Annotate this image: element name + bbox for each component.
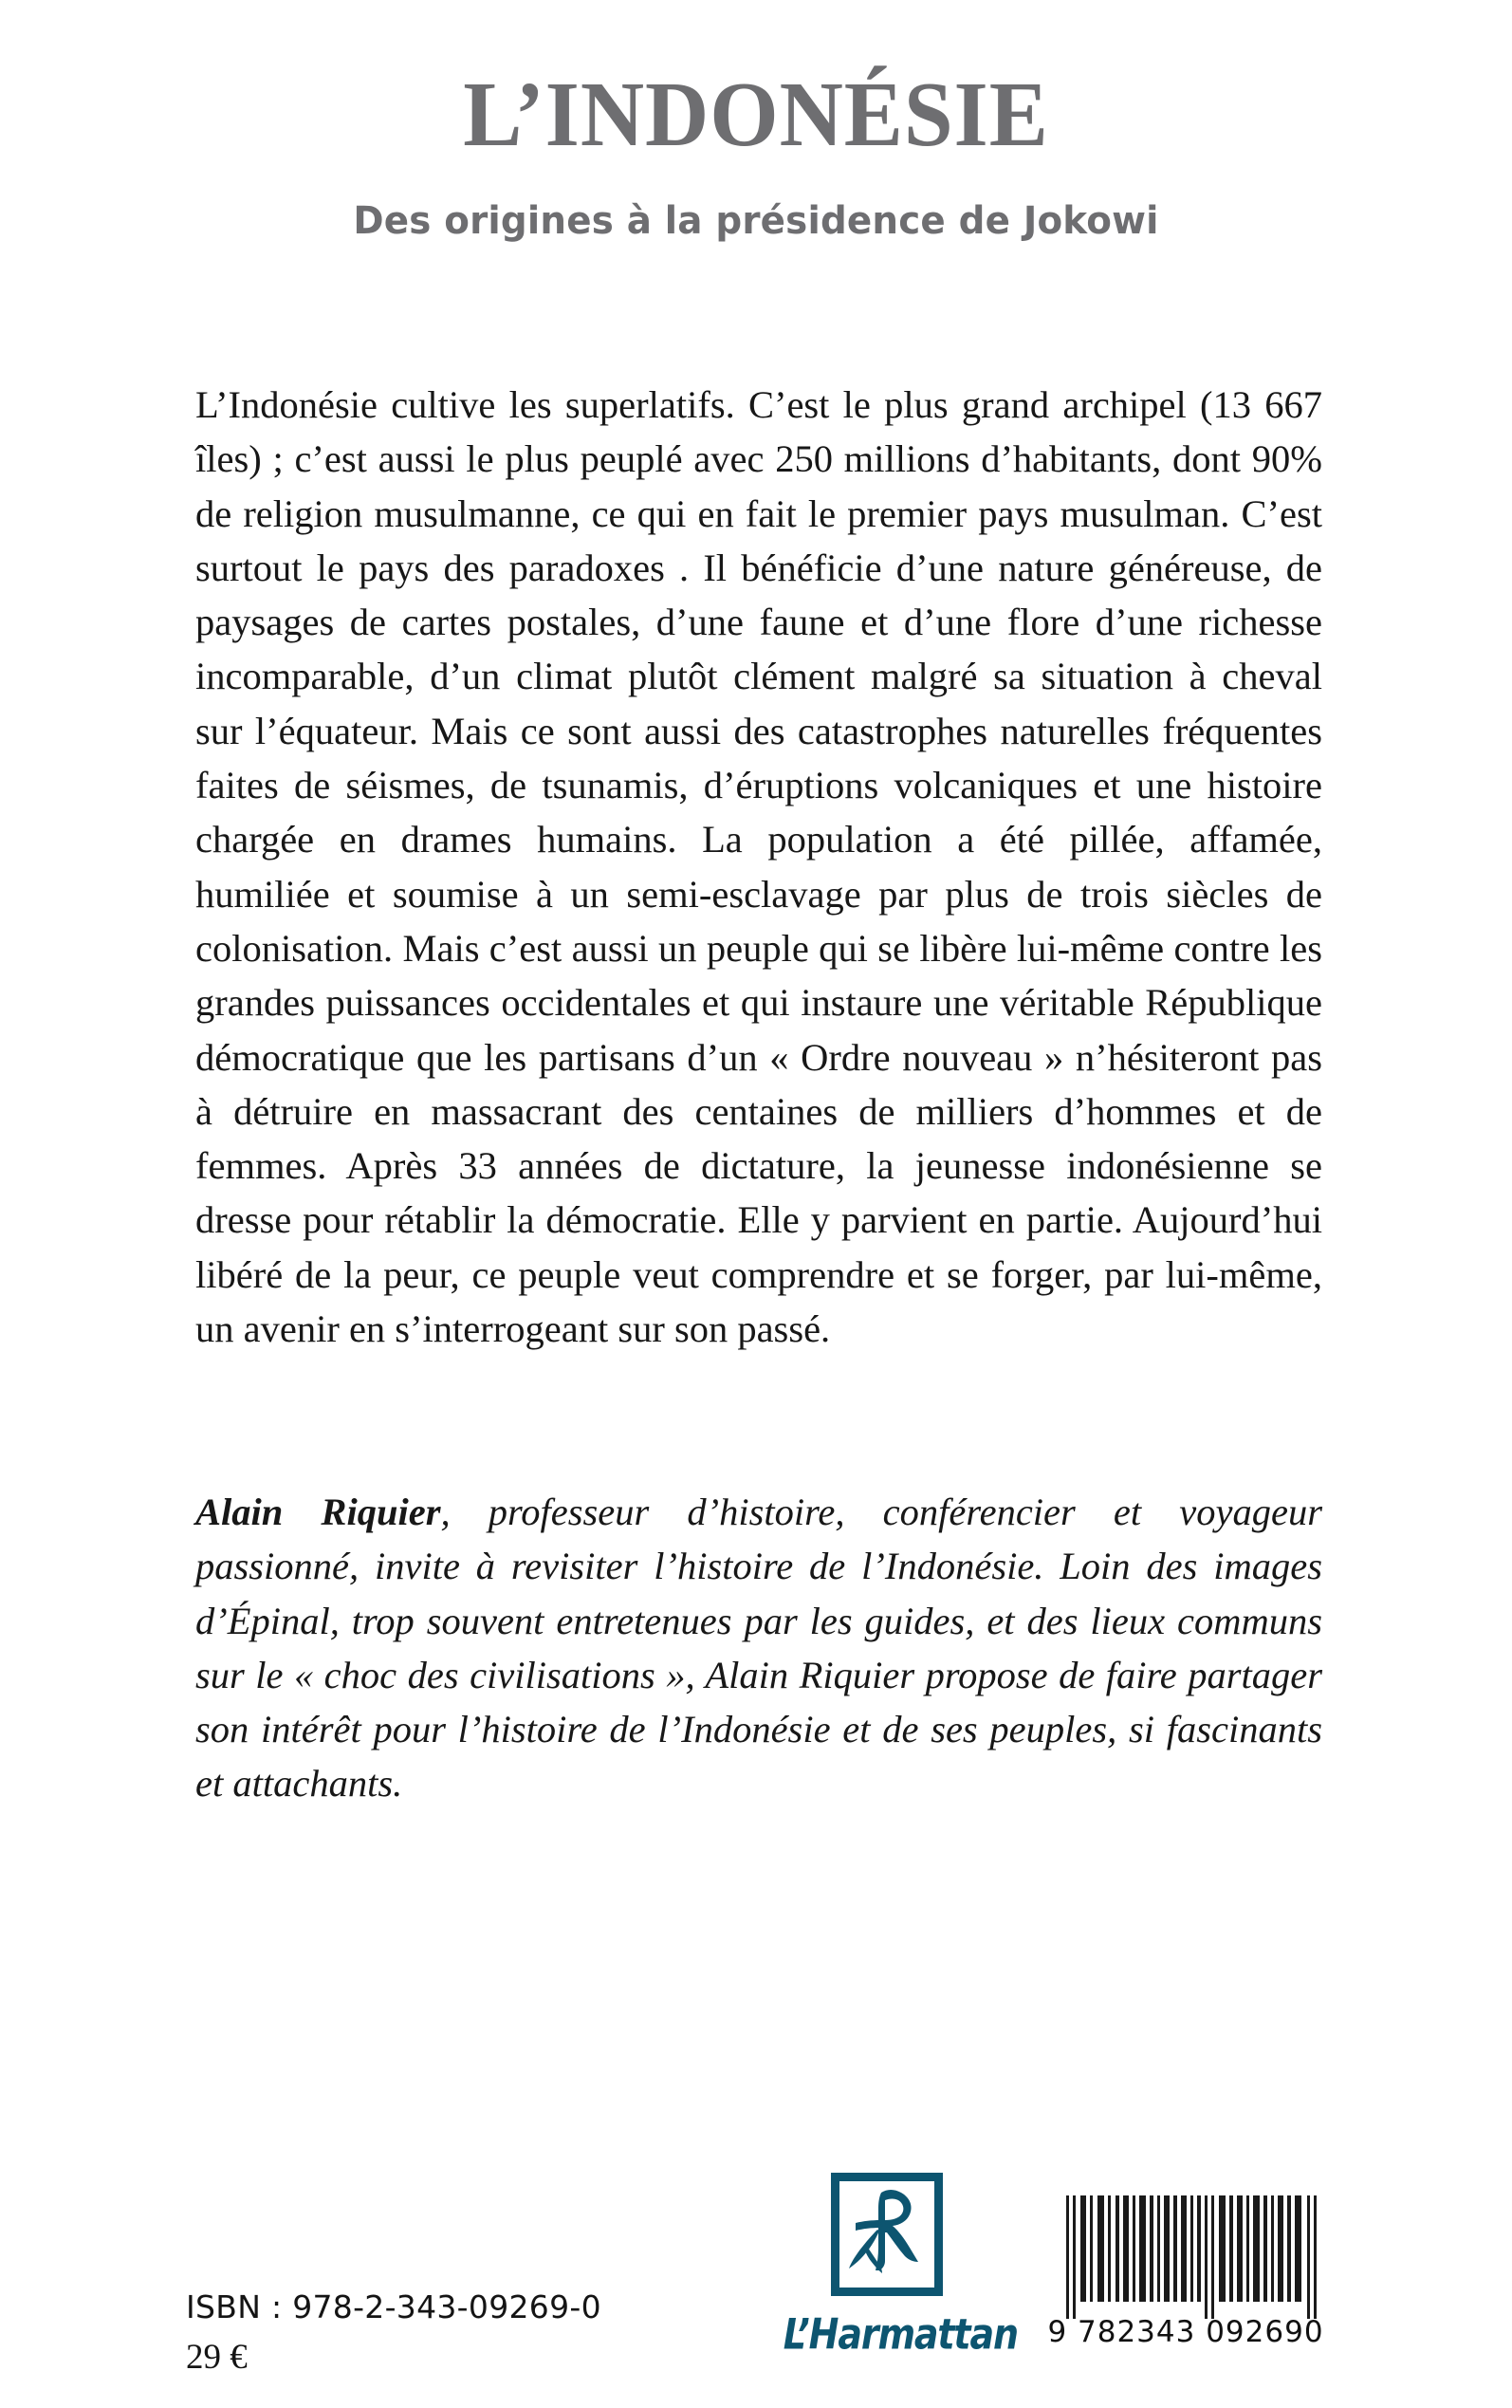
price-text: 29 €: [186, 2338, 248, 2377]
publisher-logo: [778, 2173, 1018, 2360]
barcode-digits: 9 782343 092690: [1047, 2315, 1324, 2349]
isbn-block: [186, 2288, 601, 2378]
ean13-barcode: [1043, 2190, 1328, 2351]
page-subtitle: Des origines à la présidence de Jokowi: [353, 198, 1159, 243]
title-block: [0, 64, 1512, 243]
page-title: L’INDONÉSIE: [463, 64, 1049, 166]
isbn-text: ISBN : 978-2-343-09269-0: [186, 2288, 601, 2325]
publisher-name: L’Harmattan: [783, 2310, 1018, 2360]
harmattan-r-icon: [831, 2173, 943, 2296]
author-bio-text: , professeur d’histoire, conférencier et voyageur passionné, invite à revisiter l’histoire de l’Indonésie. Loin des images d’Épinal, trop souvent entretenues par les guides, et des lieux communs sur le « choc des civilisations », Alain Riquier propose de faire partager son intérêt pour l’histoire de l’Indonésie et de ses peuples, si fascinants et attachants.: [195, 1491, 1322, 1806]
blurb-paragraph: L’Indonésie cultive les superlatifs. C’est le plus grand archipel (13 667 îles) ; c’est aussi le plus peuplé avec 250 millions d’habitants, dont 90% de religion musulmanne, ce qui en fait le premier pays musulman. C’est surtout le pays des paradoxes . Il bénéficie d’une nature généreuse, de paysages de cartes postales, d’une faune et d’une flore d’une richesse incomparable, d’un climat plutôt clément malgré sa situation à cheval sur l’équateur. Mais ce sont aussi des catastrophes naturelles fréquentes faites de séismes, de tsunamis, d’éruptions volcaniques et une histoire chargée en drames humains. La population a été pillée, affamée, humiliée et soumise à un semi-esclavage par plus de trois siècles de colonisation. Mais c’est aussi un peuple qui se libère lui-même contre les grandes puissances occidentales et qui instaure une véritable République démocratique que les partisans d’un « Ordre nouveau » n’hésiteront pas à détruire en massacrant des centaines de milliers d’hommes et de femmes. Après 33 années de dictature, la jeunesse indonésienne se dresse pour rétablir la démocratie. Elle y parvient en partie. Aujourd’hui libéré de la peur, ce peuple veut comprendre et se forger, par lui-même, un avenir en s’interrogeant sur son passé.: [195, 383, 1322, 1351]
author-name: Alain Riquier: [195, 1491, 441, 1533]
author-bio-paragraph: [195, 1485, 1322, 1811]
